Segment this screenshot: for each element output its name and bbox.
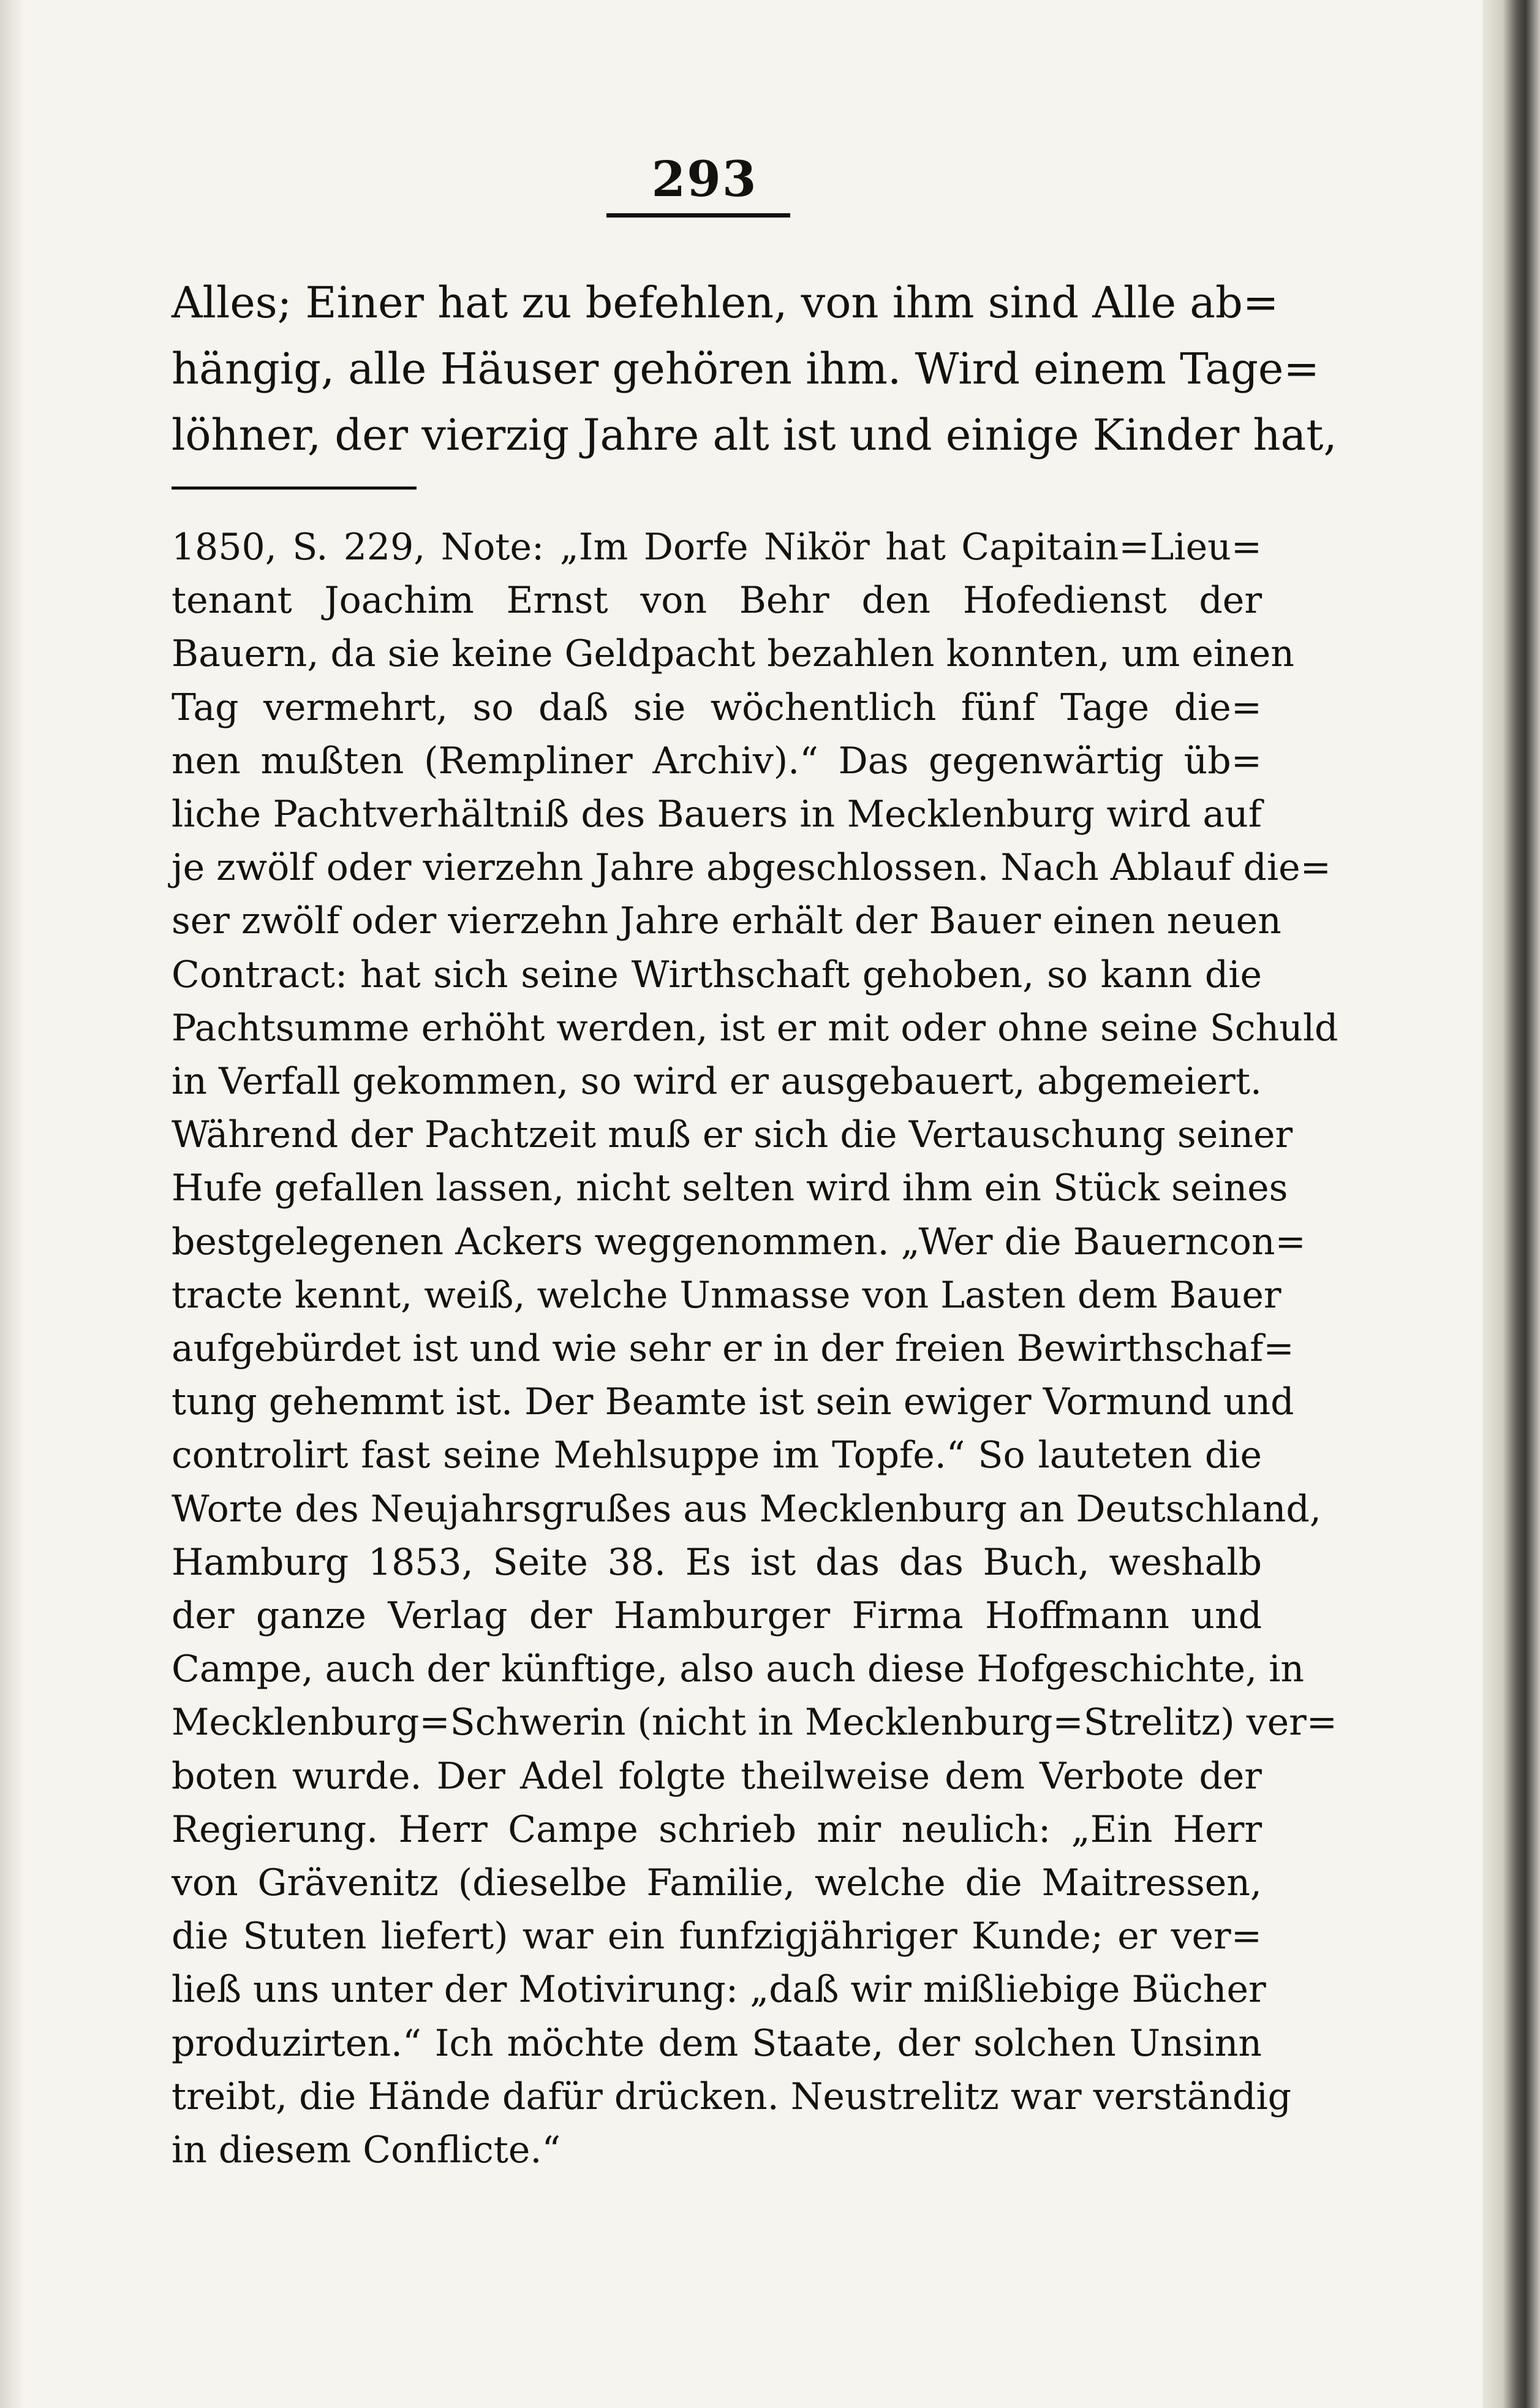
footnote-line: Worte des Neujahrsgrußes aus Mecklenburg an Deutschland, — [172, 1487, 1321, 1531]
footnote-line: Campe, auch der künftige, also auch diese Hofgeschichte, in — [172, 1648, 1305, 1691]
footnote-line: tung gehemmt ist. Der Beamte ist sein ewiger Vormund und — [172, 1380, 1294, 1424]
footnote-line: 1850, S. 229, Note: „Im Dorfe Nikör hat Capitain=Lieu= — [172, 526, 1262, 569]
footnote-line: Während der Pachtzeit muß er sich die Vertauschung seiner — [172, 1113, 1293, 1157]
page-gutter-shadow — [0, 0, 25, 2408]
footnote-line: Tag vermehrt, so daß sie wöchentlich fünf Tage die= — [172, 686, 1262, 729]
footnote-line: tracte kennt, weiß, welche Unmasse von Lasten dem Bauer — [172, 1273, 1281, 1317]
footnote-line: bestgelegenen Ackers weggenommen. „Wer die Bauerncon= — [172, 1220, 1306, 1263]
footnote-line: ser zwölf oder vierzehn Jahre erhält der Bauer einen neuen — [172, 899, 1281, 943]
page-number: 293 — [651, 150, 758, 208]
main-text-line: löhner, der vierzig Jahre alt ist und einige Kinder hat, — [172, 410, 1337, 460]
footnote-line: aufgebürdet ist und wie sehr er in der freien Bewirthschaf= — [172, 1327, 1294, 1371]
footnote-line: Hamburg 1853, Seite 38. Es ist das das Buch, weshalb — [172, 1540, 1262, 1584]
footnote-line: controlirt fast seine Mehlsuppe im Topfe.“ So lauteten die — [172, 1434, 1262, 1477]
footnote-line: Mecklenburg=Schwerin (nicht in Mecklenburg=Strelitz) ver= — [172, 1701, 1338, 1744]
footnote-line: boten wurde. Der Adel folgte theilweise dem Verbote der — [172, 1754, 1262, 1798]
footnote-line: produzirten.“ Ich möchte dem Staate, der solchen Unsinn — [172, 2021, 1262, 2065]
footnote-line: in Verfall gekommen, so wird er ausgebauert, abgemeiert. — [172, 1060, 1262, 1104]
footnote-line: je zwölf oder vierzehn Jahre abgeschlossen. Nach Ablauf die= — [172, 846, 1331, 890]
footnote-line: ließ uns unter der Motivirung: „daß wir mißliebige Bücher — [172, 1968, 1266, 2012]
footnote-line: die Stuten liefert) war ein funfzigjähriger Kunde; er ver= — [172, 1915, 1262, 1958]
footnote-line: von Grävenitz (dieselbe Familie, welche die Maitressen, — [172, 1861, 1262, 1905]
footnote-line: in diesem Conflicte.“ — [172, 2129, 561, 2172]
main-text-line: Alles; Einer hat zu befehlen, von ihm sind Alle ab= — [172, 278, 1279, 328]
footnote-line: treibt, die Hände dafür drücken. Neustrelitz war verständig — [172, 2075, 1292, 2118]
footnote-line: Regierung. Herr Campe schrieb mir neulich: „Ein Herr — [172, 1808, 1262, 1851]
footnote-rule — [172, 487, 417, 490]
main-text-line: hängig, alle Häuser gehören ihm. Wird einem Tage= — [172, 344, 1320, 394]
page-number-rule — [606, 213, 790, 218]
page-edge — [1482, 0, 1540, 2408]
footnote-line: Bauern, da sie keine Geldpacht bezahlen konnten, um einen — [172, 632, 1294, 676]
footnote-line: Contract: hat sich seine Wirthschaft gehoben, so kann die — [172, 953, 1262, 996]
footnote-line: liche Pachtverhältniß des Bauers in Mecklenburg wird auf — [172, 793, 1262, 836]
footnote-line: Hufe gefallen lassen, nicht selten wird ihm ein Stück seines — [172, 1167, 1288, 1210]
footnote-line: Pachtsumme erhöht werden, ist er mit oder ohne seine Schuld — [172, 1006, 1338, 1050]
main-text — [172, 270, 1337, 468]
footnote-line: nen mußten (Rempliner Archiv).“ Das gegenwärtig üb= — [172, 739, 1262, 782]
footnote-line: tenant Joachim Ernst von Behr den Hofedienst der — [172, 579, 1262, 623]
footnote-line: der ganze Verlag der Hamburger Firma Hoffmann und — [172, 1594, 1262, 1638]
footnote-text — [172, 521, 1338, 2177]
